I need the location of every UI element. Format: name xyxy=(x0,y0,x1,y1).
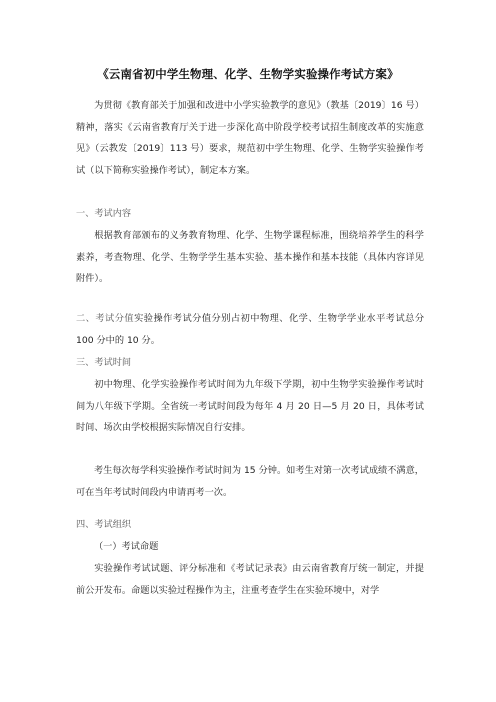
section-heading-1: 一、考试内容 xyxy=(76,208,132,219)
section-heading-2: 二、考试分值 xyxy=(76,313,135,324)
intro-paragraph xyxy=(76,95,424,181)
section-4-text: 实验操作考试试题、评分标准和《考试记录表》由云南省教育厅统一制定，并提前公开发布。命题以实验过程操作为主，注重考查学生在实验环境中，对学 xyxy=(76,563,424,596)
section-1-text: 根据教育部颁布的义务教育物理、化学、生物学课程标准，围绕培养学生的科学素养，考查物理、化学、生物学学生基本实验、基本操作和基本技能（具体内容详见附件）。 xyxy=(76,230,424,284)
section-4-paragraph xyxy=(76,558,424,601)
section-2-paragraph xyxy=(76,308,424,351)
section-3-text: 初中物理、化学实验操作考试时间为九年级下学期，初中生物学实验操作考试时间为八年级下学期。全省统一考试时间段为每年 4 月 20 日—5 月 20 日，具体考试时间、场次由学校根据实际情况自行安排。 xyxy=(76,379,424,433)
section-heading-4: 四、考试组织 xyxy=(76,519,132,530)
section-3-text-2: 考生每次每学科实验操作考试时间为 15 分钟。如考生对第一次考试成绩不满意，可在当年考试时间段内申请再考一次。 xyxy=(76,465,424,498)
section-heading-3: 三、考试时间 xyxy=(76,357,132,368)
subsection-heading-1: （一）考试命题 xyxy=(94,541,159,552)
section-2-text: 实验操作考试分值分别占初中物理、化学、生物学学业水平考试总分 100 分中的 10 分。 xyxy=(76,313,425,346)
intro-text: 为贯彻《教育部关于加强和改进中小学实验教学的意见》（教基〔2019〕16 号）精神，落实《云南省教育厅关于进一步深化高中阶段学校考试招生制度改革的实施意见》（云教发〔2019〕113 号）要求，规范初中学生物理、化学、生物学实验操作考试（以下简称实验操作考试），制定本方案。 xyxy=(76,100,424,176)
section-1-paragraph xyxy=(76,225,424,290)
section-3-paragraph-2 xyxy=(76,460,424,503)
document-title: 《云南省初中学生物理、化学、生物学实验操作考试方案》 xyxy=(97,67,399,81)
section-3-paragraph xyxy=(76,374,424,439)
